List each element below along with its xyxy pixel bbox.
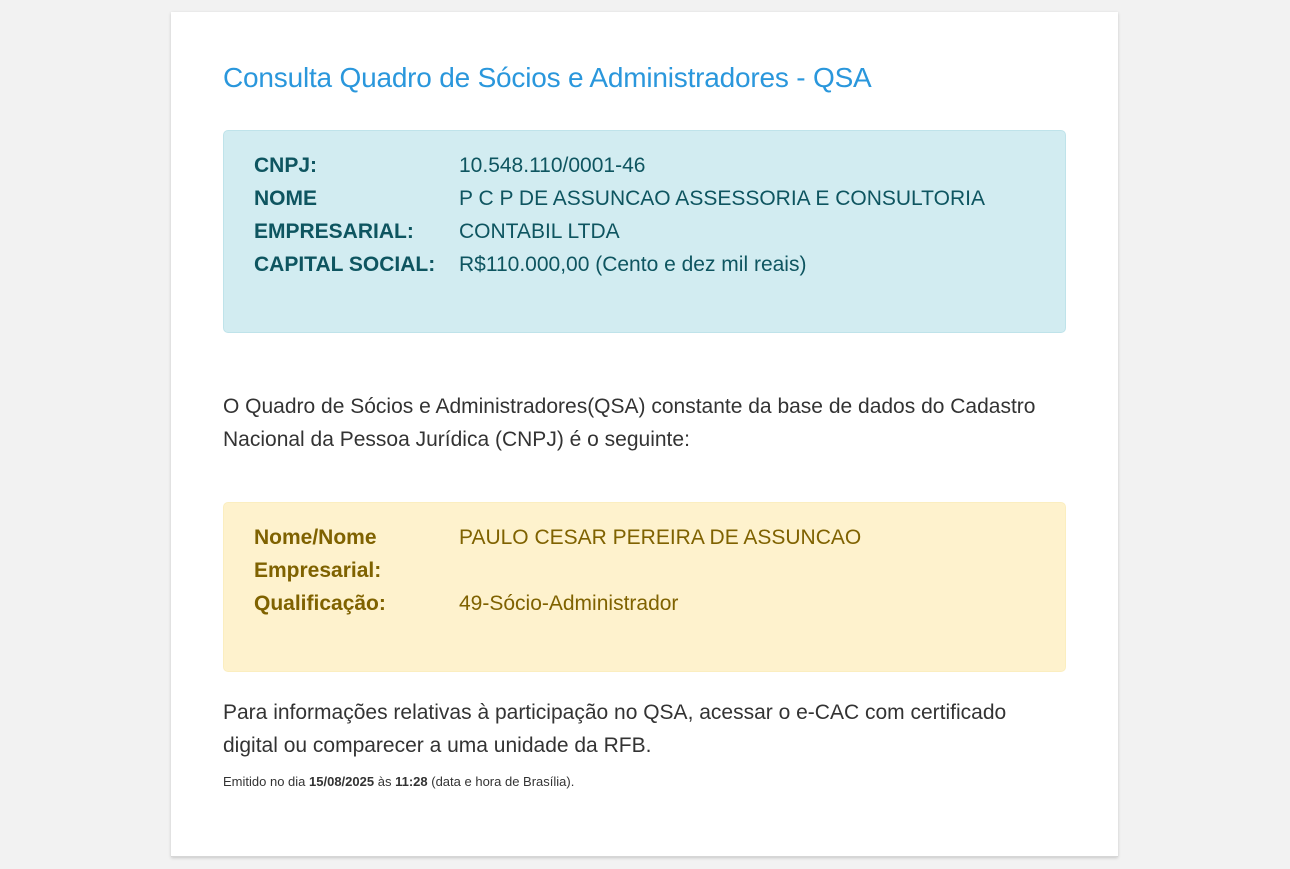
page-title: Consulta Quadro de Sócios e Administradores - QSA xyxy=(223,62,872,93)
capital-label: CAPITAL SOCIAL: xyxy=(254,253,436,276)
company-info-box xyxy=(223,130,1066,333)
partner-qualification-row xyxy=(254,587,1035,620)
company-name-row xyxy=(254,182,1035,248)
intro-text: O Quadro de Sócios e Administradores(QSA) constante da base de dados do Cadastro Nacional da Pessoa Jurídica (CNPJ) é o seguinte: xyxy=(223,395,1036,451)
issued-date: 15/08/2025 xyxy=(309,774,375,789)
partner-box xyxy=(223,502,1066,672)
cnpj-value: 10.548.110/0001-46 xyxy=(459,154,646,177)
partner-qualification-value: 49-Sócio-Administrador xyxy=(459,592,679,615)
partner-name-value: PAULO CESAR PEREIRA DE ASSUNCAO xyxy=(459,526,862,549)
capital-row xyxy=(254,248,1035,281)
cnpj-row xyxy=(254,149,1035,182)
partner-name-label: Nome/Nome Empresarial: xyxy=(254,526,382,582)
partner-qualification-label: Qualificação: xyxy=(254,592,386,615)
partner-name-row xyxy=(254,521,1035,587)
issued-timestamp xyxy=(223,774,574,789)
issued-middle: às xyxy=(377,774,392,789)
company-name-label: NOME EMPRESARIAL: xyxy=(254,187,414,243)
ecac-note: Para informações relativas à participação no QSA, acessar o e-CAC com certificado digital ou comparecer a uma unidade da RFB. xyxy=(223,701,1007,757)
company-name-value: P C P DE ASSUNCAO ASSESSORIA E CONSULTORIA CONTABIL LTDA xyxy=(459,187,984,243)
issued-time: 11:28 xyxy=(395,774,428,789)
issued-prefix: Emitido no dia xyxy=(223,774,306,789)
capital-value: R$110.000,00 (Cento e dez mil reais) xyxy=(459,253,807,276)
result-card xyxy=(171,12,1118,857)
issued-suffix: (data e hora de Brasília). xyxy=(431,774,575,789)
cnpj-label: CNPJ: xyxy=(254,154,318,177)
